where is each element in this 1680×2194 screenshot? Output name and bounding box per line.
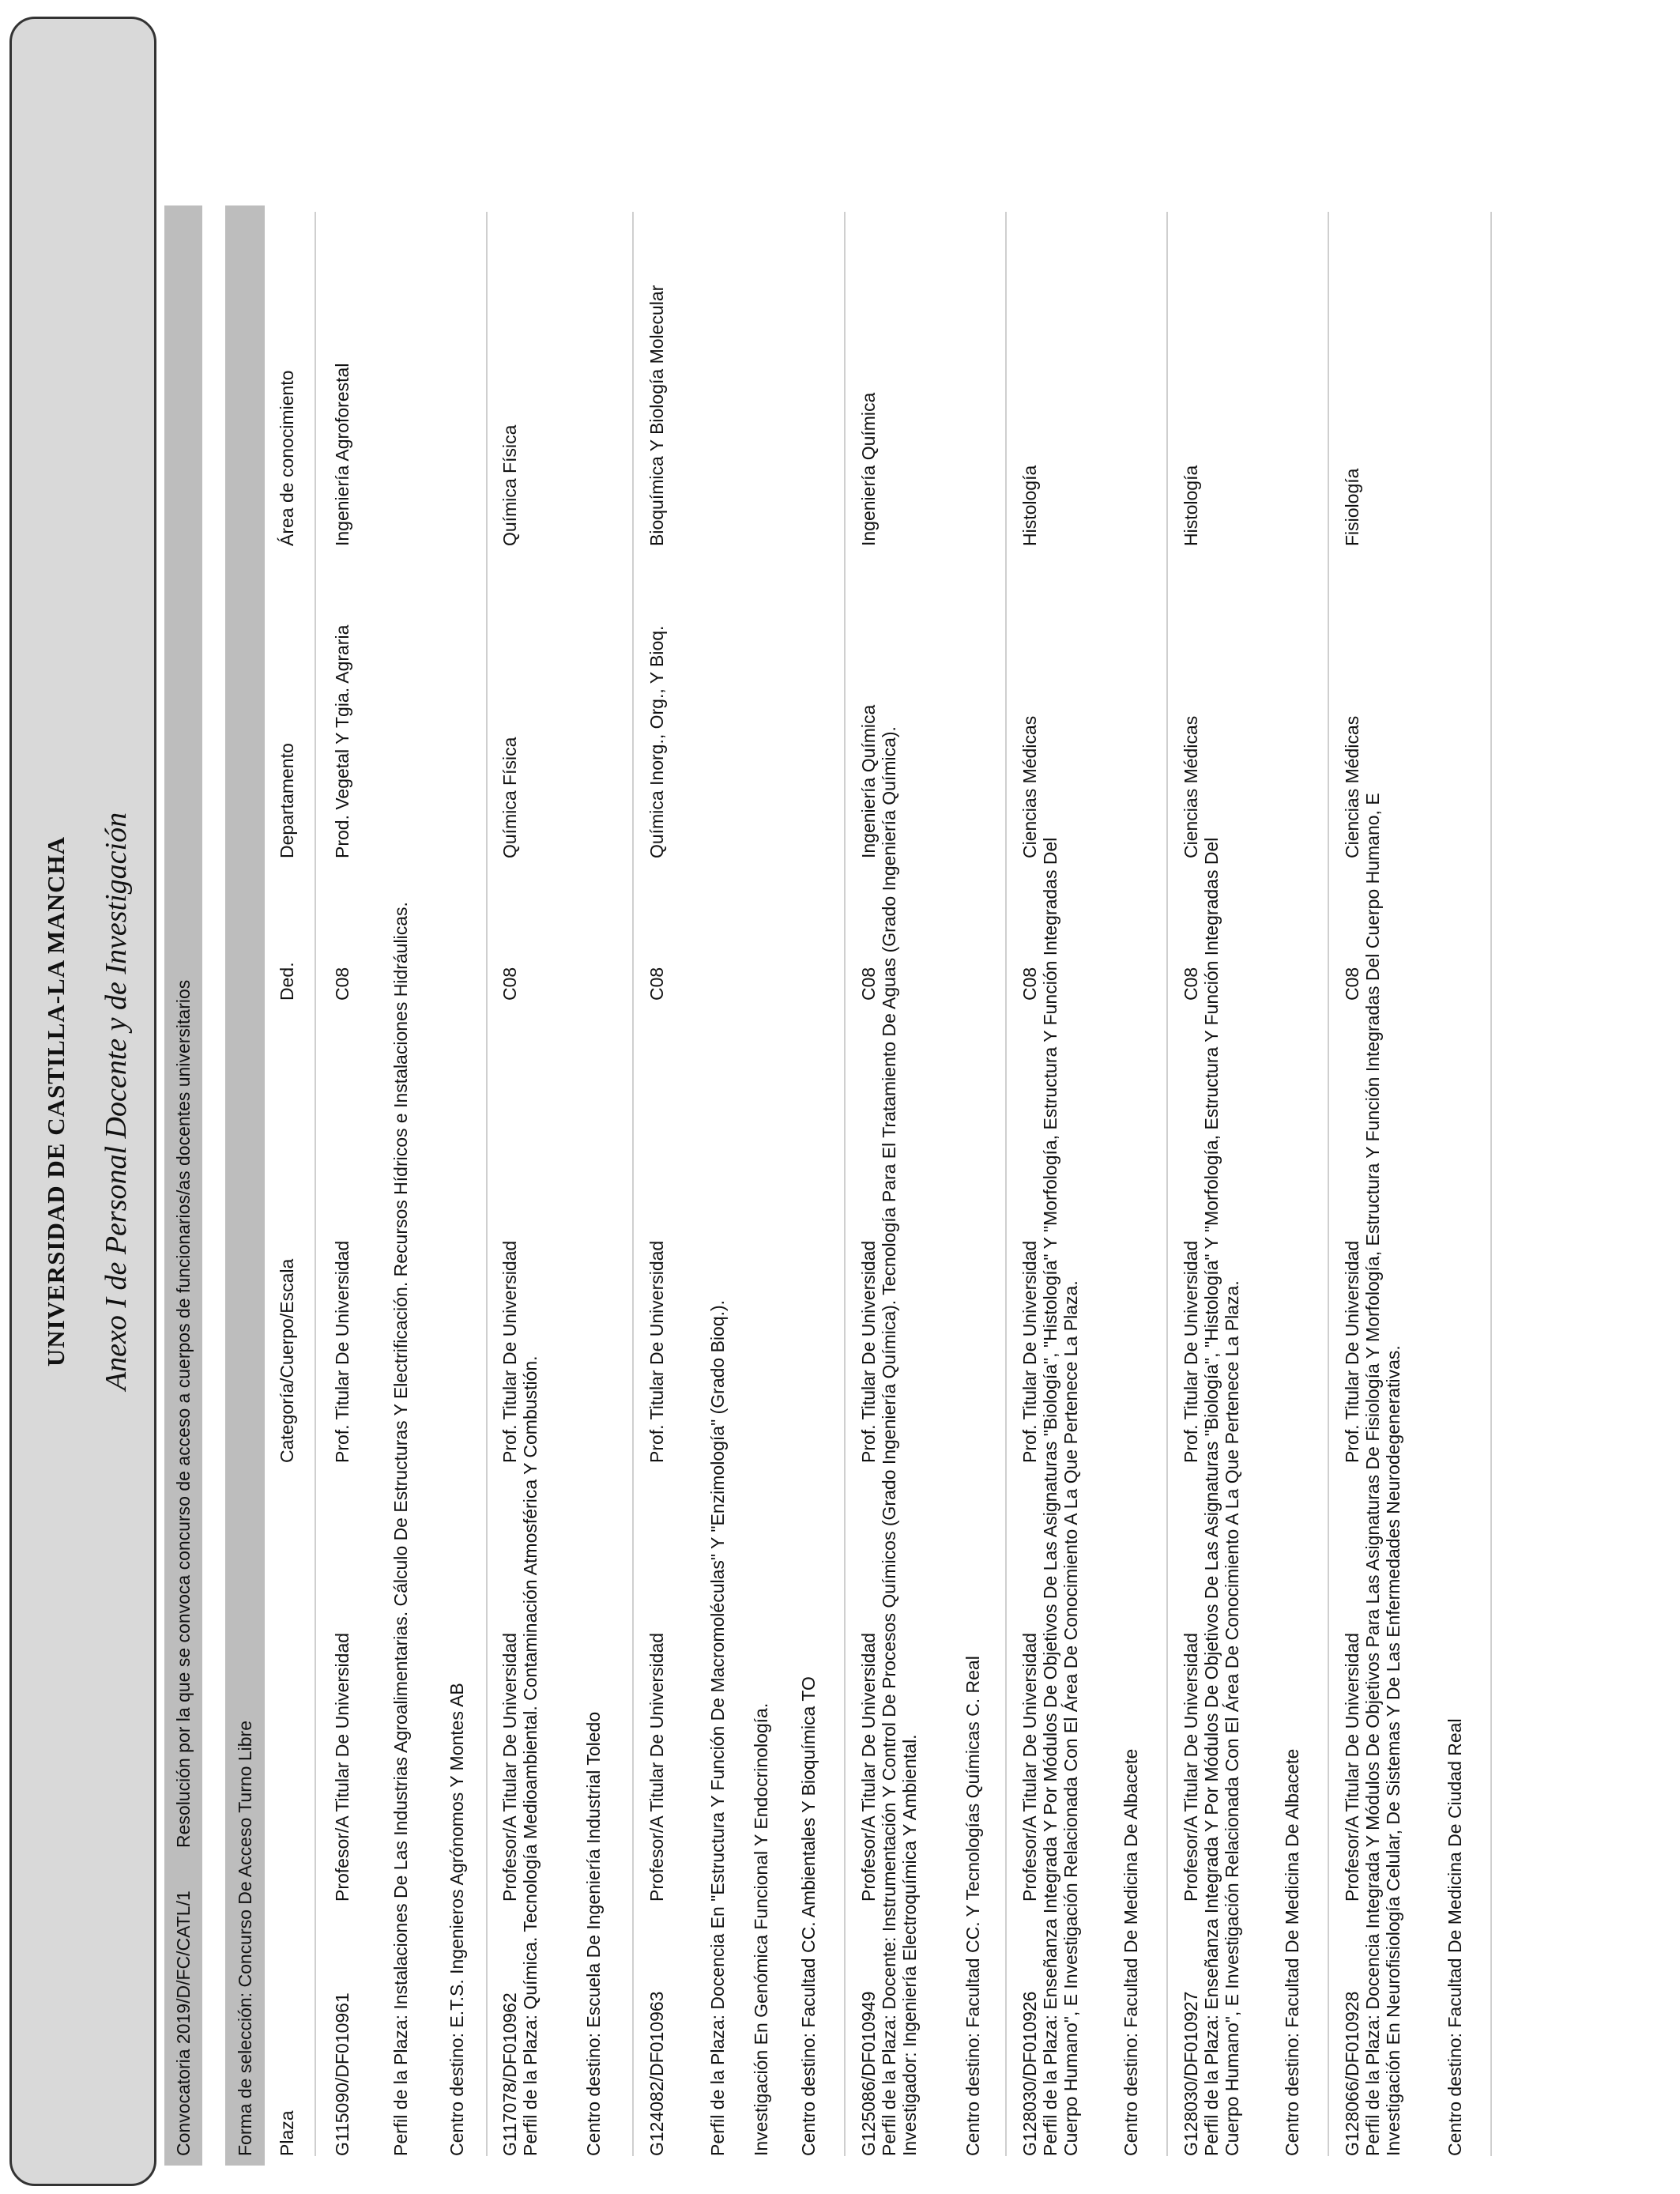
plaza-destination: Centro destino: Facultad De Medicina De Albacete bbox=[1282, 1748, 1302, 2156]
plaza-profile: Perfil de la Plaza: Enseñanza Integrada Y Por Módulos De Objetivos De Las Asignaturas "Biología", "Histología" Y "Morfología, Estructura Y Función Integradas Del Cuerpo Humano", E Investigación Relacionada Con El Área De Conocimiento A La Que Pertenece La Plaza. bbox=[1040, 837, 1081, 2156]
selection-form-band bbox=[225, 205, 265, 2166]
university-title: UNIVERSIDAD DE CASTILLA-LA MANCHA bbox=[42, 835, 70, 1367]
plaza-profile-research: Investigación En Genómica Funcional Y Endocrinología. bbox=[751, 1702, 771, 2156]
plaza-destination: Centro destino: Facultad De Medicina De Ciudad Real bbox=[1445, 1718, 1465, 2156]
plaza-dedication: C08 bbox=[646, 967, 667, 1001]
plaza-department: Ingeniería Química bbox=[858, 704, 879, 858]
plaza-profile-research: Investigador: Ingeniería Electroquímica Y Ambiental. bbox=[899, 1734, 920, 2156]
plaza-code: G117078/DF010962 bbox=[499, 1992, 520, 2156]
plaza-code: G128030/DF010927 bbox=[1181, 1991, 1201, 2156]
column-header-plaza: Plaza bbox=[277, 2110, 297, 2156]
plaza-type: Profesor/A Titular De Universidad bbox=[1019, 1632, 1040, 1902]
plaza-category: Prof. Titular De Universidad bbox=[1019, 1240, 1040, 1463]
plaza-type: Profesor/A Titular De Universidad bbox=[1342, 1632, 1362, 1902]
row-separator bbox=[315, 212, 316, 2156]
plaza-type: Profesor/A Titular De Universidad bbox=[499, 1632, 520, 1902]
plaza-code: G125086/DF010949 bbox=[858, 1991, 879, 2156]
plaza-department: Química Física bbox=[499, 737, 520, 858]
column-header-categoria: Categoría/Cuerpo/Escala bbox=[277, 1258, 297, 1463]
row-separator bbox=[1328, 212, 1329, 2156]
plaza-department: Ciencias Médicas bbox=[1019, 715, 1040, 858]
plaza-type: Profesor/A Titular De Universidad bbox=[858, 1632, 879, 1902]
column-header-ded: Ded. bbox=[277, 962, 297, 1001]
plaza-dedication: C08 bbox=[1019, 967, 1040, 1001]
document-header bbox=[9, 17, 156, 2186]
convocatoria-code: Convocatoria 2019/D/FC/CATL/1 bbox=[173, 1891, 194, 2156]
plaza-code: G115090/DF010961 bbox=[332, 1992, 352, 2156]
row-separator bbox=[486, 212, 488, 2156]
plaza-profile: Perfil de la Plaza: Enseñanza Integrada Y Por Módulos De Objetivos De Las Asignaturas "Biología", "Histología" Y "Morfología, Estructura Y Función Integradas Del Cuerpo Humano", E Investigación Relacionada Con El Área De Conocimiento A La Que Pertenece La Plaza. bbox=[1201, 837, 1242, 2156]
plaza-category: Prof. Titular De Universidad bbox=[499, 1240, 520, 1463]
plaza-destination: Centro destino: Facultad CC. Y Tecnologías Químicas C. Real bbox=[962, 1656, 983, 2156]
convocatoria-description: Resolución por la que se convoca concurso de acceso a cuerpos de funcionarios/as docentes universitarios bbox=[173, 979, 194, 1848]
plaza-department: Química Inorg., Org., Y Bioq. bbox=[646, 625, 667, 858]
plaza-code: G124082/DF010963 bbox=[646, 1991, 667, 2156]
row-separator bbox=[1490, 212, 1492, 2156]
annex-title: Anexo I de Personal Docente y de Investigación bbox=[100, 812, 133, 1391]
plaza-profile: Perfil de la Plaza: Docente: Instrumentación Y Control De Procesos Químicos (Grado Ingeniería Química). Tecnología Para El Tratamiento De Aguas (Grado Ingeniería Química). bbox=[879, 726, 899, 2156]
row-separator bbox=[1005, 212, 1007, 2156]
plaza-profile: Perfil de la Plaza: Química. Tecnología Medioambiental. Contaminación Atmosférica Y Combustión. bbox=[520, 1355, 541, 2156]
plaza-category: Prof. Titular De Universidad bbox=[332, 1240, 352, 1463]
plaza-type: Profesor/A Titular De Universidad bbox=[332, 1632, 352, 1902]
plaza-type: Profesor/A Titular De Universidad bbox=[646, 1632, 667, 1902]
plaza-dedication: C08 bbox=[858, 967, 879, 1001]
plaza-profile: Perfil de la Plaza: Instalaciones De Las Industrias Agroalimentarias. Cálculo De Estructuras Y Electrificación. Recursos Hídricos e Instalaciones Hidráulicas. bbox=[390, 902, 411, 2156]
row-separator bbox=[632, 212, 634, 2156]
plaza-dedication: C08 bbox=[1342, 967, 1362, 1001]
row-separator bbox=[1166, 212, 1168, 2156]
plaza-department: Ciencias Médicas bbox=[1181, 715, 1201, 858]
plaza-area: Ingeniería Agroforestal bbox=[332, 363, 352, 546]
plaza-category: Prof. Titular De Universidad bbox=[646, 1240, 667, 1463]
plaza-type: Profesor/A Titular De Universidad bbox=[1181, 1632, 1201, 1902]
plaza-code: G128030/DF010926 bbox=[1019, 1991, 1040, 2156]
plaza-destination: Centro destino: Facultad De Medicina De Albacete bbox=[1121, 1748, 1141, 2156]
plaza-area: Bioquímica Y Biología Molecular bbox=[646, 285, 667, 546]
plaza-area: Química Física bbox=[499, 424, 520, 546]
convocatoria-band bbox=[164, 205, 202, 2166]
plaza-category: Prof. Titular De Universidad bbox=[1181, 1240, 1201, 1463]
plaza-destination: Centro destino: E.T.S. Ingenieros Agrónomos Y Montes AB bbox=[446, 1683, 467, 2156]
row-separator bbox=[844, 212, 846, 2156]
plaza-dedication: C08 bbox=[332, 967, 352, 1001]
plaza-area: Fisiología bbox=[1342, 468, 1362, 546]
plaza-destination: Centro destino: Facultad CC. Ambientales Y Bioquímica TO bbox=[798, 1676, 819, 2156]
column-header-area: Área de conocimiento bbox=[277, 370, 297, 546]
plaza-area: Histología bbox=[1181, 465, 1201, 546]
selection-form: Forma de selección: Concurso De Acceso Turno Libre bbox=[235, 1721, 255, 2156]
plaza-code: G128066/DF010928 bbox=[1342, 1991, 1362, 2156]
plaza-category: Prof. Titular De Universidad bbox=[1342, 1240, 1362, 1463]
plaza-dedication: C08 bbox=[1181, 967, 1201, 1001]
plaza-department: Ciencias Médicas bbox=[1342, 715, 1362, 858]
plaza-destination: Centro destino: Escuela De Ingeniería Industrial Toledo bbox=[583, 1711, 604, 2156]
plaza-area: Histología bbox=[1019, 465, 1040, 546]
plaza-profile: Perfil de la Plaza: Docencia En "Estructura Y Función De Macromoléculas" Y "Enzimología" (Grado Bioq.). bbox=[707, 1299, 728, 2156]
column-header-departamento: Departamento bbox=[277, 743, 297, 858]
plaza-profile: Perfil de la Plaza: Docencia Integrada Y Módulos De Objetivos Para Las Asignaturas De Fisiología Y Morfología, Estructura Y Función Integradas Del Cuerpo Humano, E Investigación En Neurofisiología Celular, De Sistemas Y De Las Enfermedades Neurodegenerativas. bbox=[1362, 793, 1403, 2156]
plaza-category: Prof. Titular De Universidad bbox=[858, 1240, 879, 1463]
plaza-dedication: C08 bbox=[499, 967, 520, 1001]
plaza-area: Ingeniería Química bbox=[858, 392, 879, 546]
plaza-department: Prod. Vegetal Y Tgia. Agraria bbox=[332, 624, 352, 858]
